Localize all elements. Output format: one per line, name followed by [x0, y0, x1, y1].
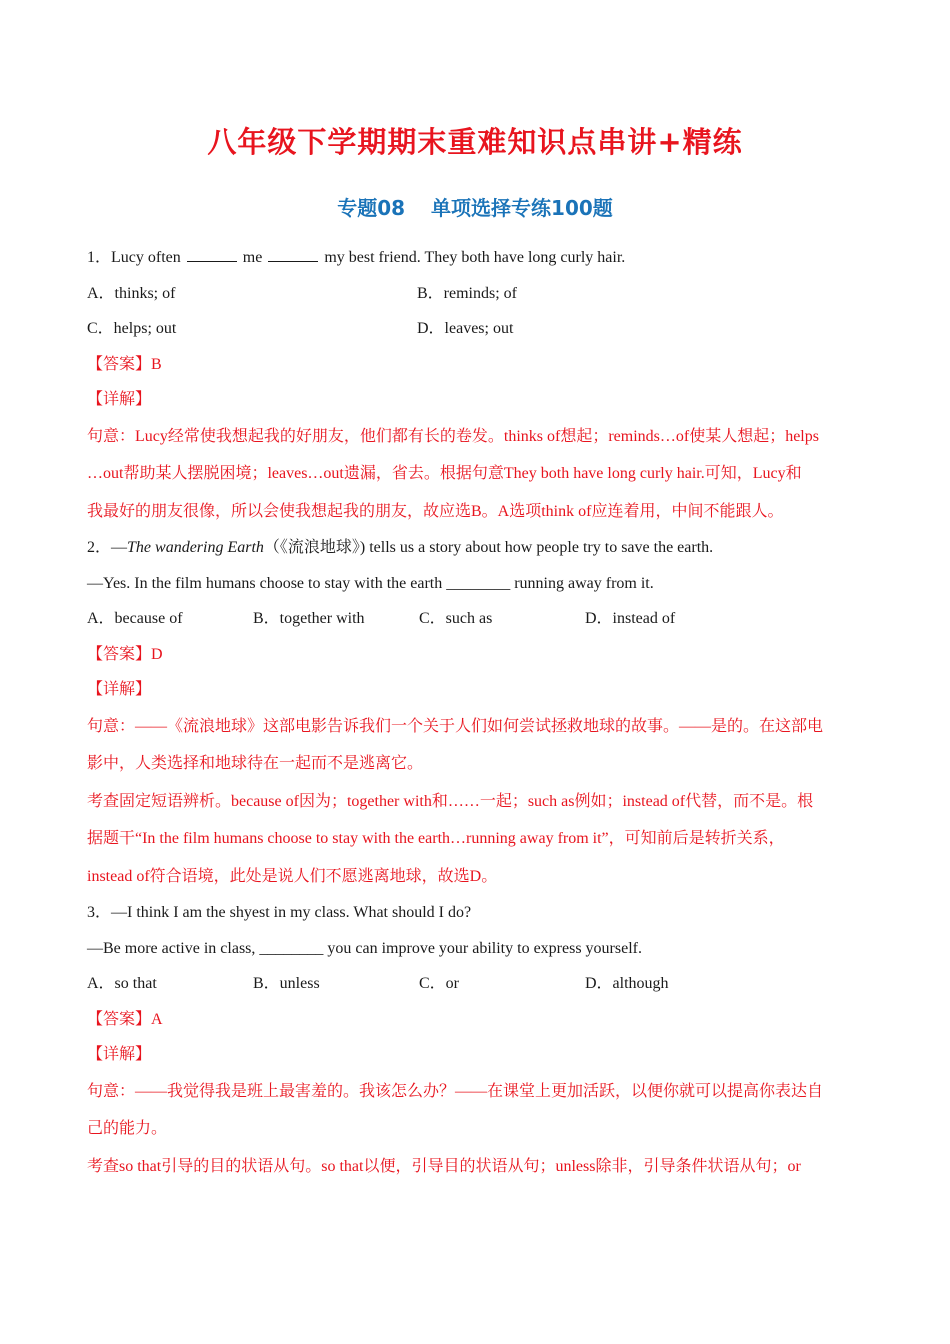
option-d: D．leaves; out: [417, 320, 514, 337]
option-b: B．together with: [253, 610, 365, 627]
option-d: D．although: [585, 975, 669, 992]
explanation-line: 句意：——我觉得我是班上最害羞的。我该怎么办？——在课堂上更加活跃，以便你就可以提高你表达自: [87, 1082, 824, 1100]
blank: [268, 247, 318, 262]
explanation-line: 己的能力。: [87, 1120, 168, 1137]
explanation-line: instead of符合语境，此处是说人们不愿逃离地球，故选D。: [87, 867, 498, 885]
question-1-detail-label: 【详解】: [87, 391, 152, 408]
film-title: The wandering Earth: [127, 539, 264, 556]
option-a: A．so that: [87, 975, 157, 992]
subtitle-name: 单项选择专练100题: [431, 196, 613, 220]
question-2-stem-line-2: —Yes. In the film humans choose to stay with the earth ________ running away from it.: [87, 574, 654, 592]
subtitle-code: 专题08: [337, 196, 406, 220]
question-2-detail-label: 【详解】: [87, 681, 152, 698]
question-1-stem: 1．Lucy often me my best friend. They both have long curly hair.: [87, 249, 626, 266]
question-1-options-row-2: [87, 311, 867, 347]
question-3-stem-line-2: —Be more active in class, ________ you can improve your ability to express yourself.: [87, 939, 642, 957]
question-list: [87, 240, 867, 1185]
explanation-line: 影中，人类选择和地球待在一起而不是逃离它。: [87, 755, 424, 772]
option-b: B．unless: [253, 975, 320, 992]
blank: [187, 247, 237, 262]
option-b: B．reminds; of: [417, 284, 517, 302]
question-1-options-row-1: [87, 276, 867, 312]
question-2-options: [87, 601, 867, 637]
option-d: D．instead of: [585, 610, 676, 627]
question-3: [87, 895, 867, 1185]
document-subtitle: [0, 192, 950, 221]
option-a: A．because of: [87, 610, 183, 627]
question-1-answer: 【答案】B: [87, 355, 162, 373]
question-3-stem-line-1: 3．—I think I am the shyest in my class. What should I do?: [87, 904, 472, 921]
question-1: [87, 240, 867, 530]
explanation-line: 考查固定短语辨析。because of因为；together with和……一起；such as例如；instead of代替，而不是。根: [87, 792, 814, 810]
question-3-answer: 【答案】A: [87, 1010, 163, 1028]
explanation-line: 据题干“In the film humans choose to stay with the earth…running away from it”，可知前后是转折关系，: [87, 830, 785, 847]
option-c: C．helps; out: [87, 320, 177, 337]
explanation-line: 句意：Lucy经常使我想起我的好朋友，他们都有长的卷发。thinks of想起；reminds…of使某人想起；helps: [87, 427, 819, 445]
document-title: 八年级下学期期末重难知识点串讲+精练: [207, 125, 743, 159]
question-2-answer: 【答案】D: [87, 645, 163, 663]
option-c: C．or: [419, 975, 460, 992]
question-2: [87, 530, 867, 895]
question-2-stem-line-1: 2．—The wandering Earth（《流浪地球》) tells us a story about how people try to save the earth.: [87, 539, 714, 556]
question-3-detail-label: 【详解】: [87, 1046, 152, 1063]
option-a: A．thinks; of: [87, 284, 176, 302]
explanation-line: 考查so that引导的目的状语从句。so that以便，引导目的状语从句；unless除非，引导条件状语从句；or: [87, 1157, 801, 1175]
explanation-line: 句意：——《流浪地球》这部电影告诉我们一个关于人们如何尝试拯救地球的故事。——是的。在这部电: [87, 717, 824, 735]
explanation-line: 我最好的朋友很像，所以会使我想起我的朋友，故应选B。A选项think of应连着用，中间不能跟人。: [87, 502, 784, 520]
question-3-options: [87, 966, 867, 1002]
option-c: C．such as: [419, 610, 493, 627]
explanation-line: …out帮助某人摆脱困境；leaves…out遗漏，省去。根据句意They both have long curly hair.可知，Lucy和: [87, 465, 802, 482]
